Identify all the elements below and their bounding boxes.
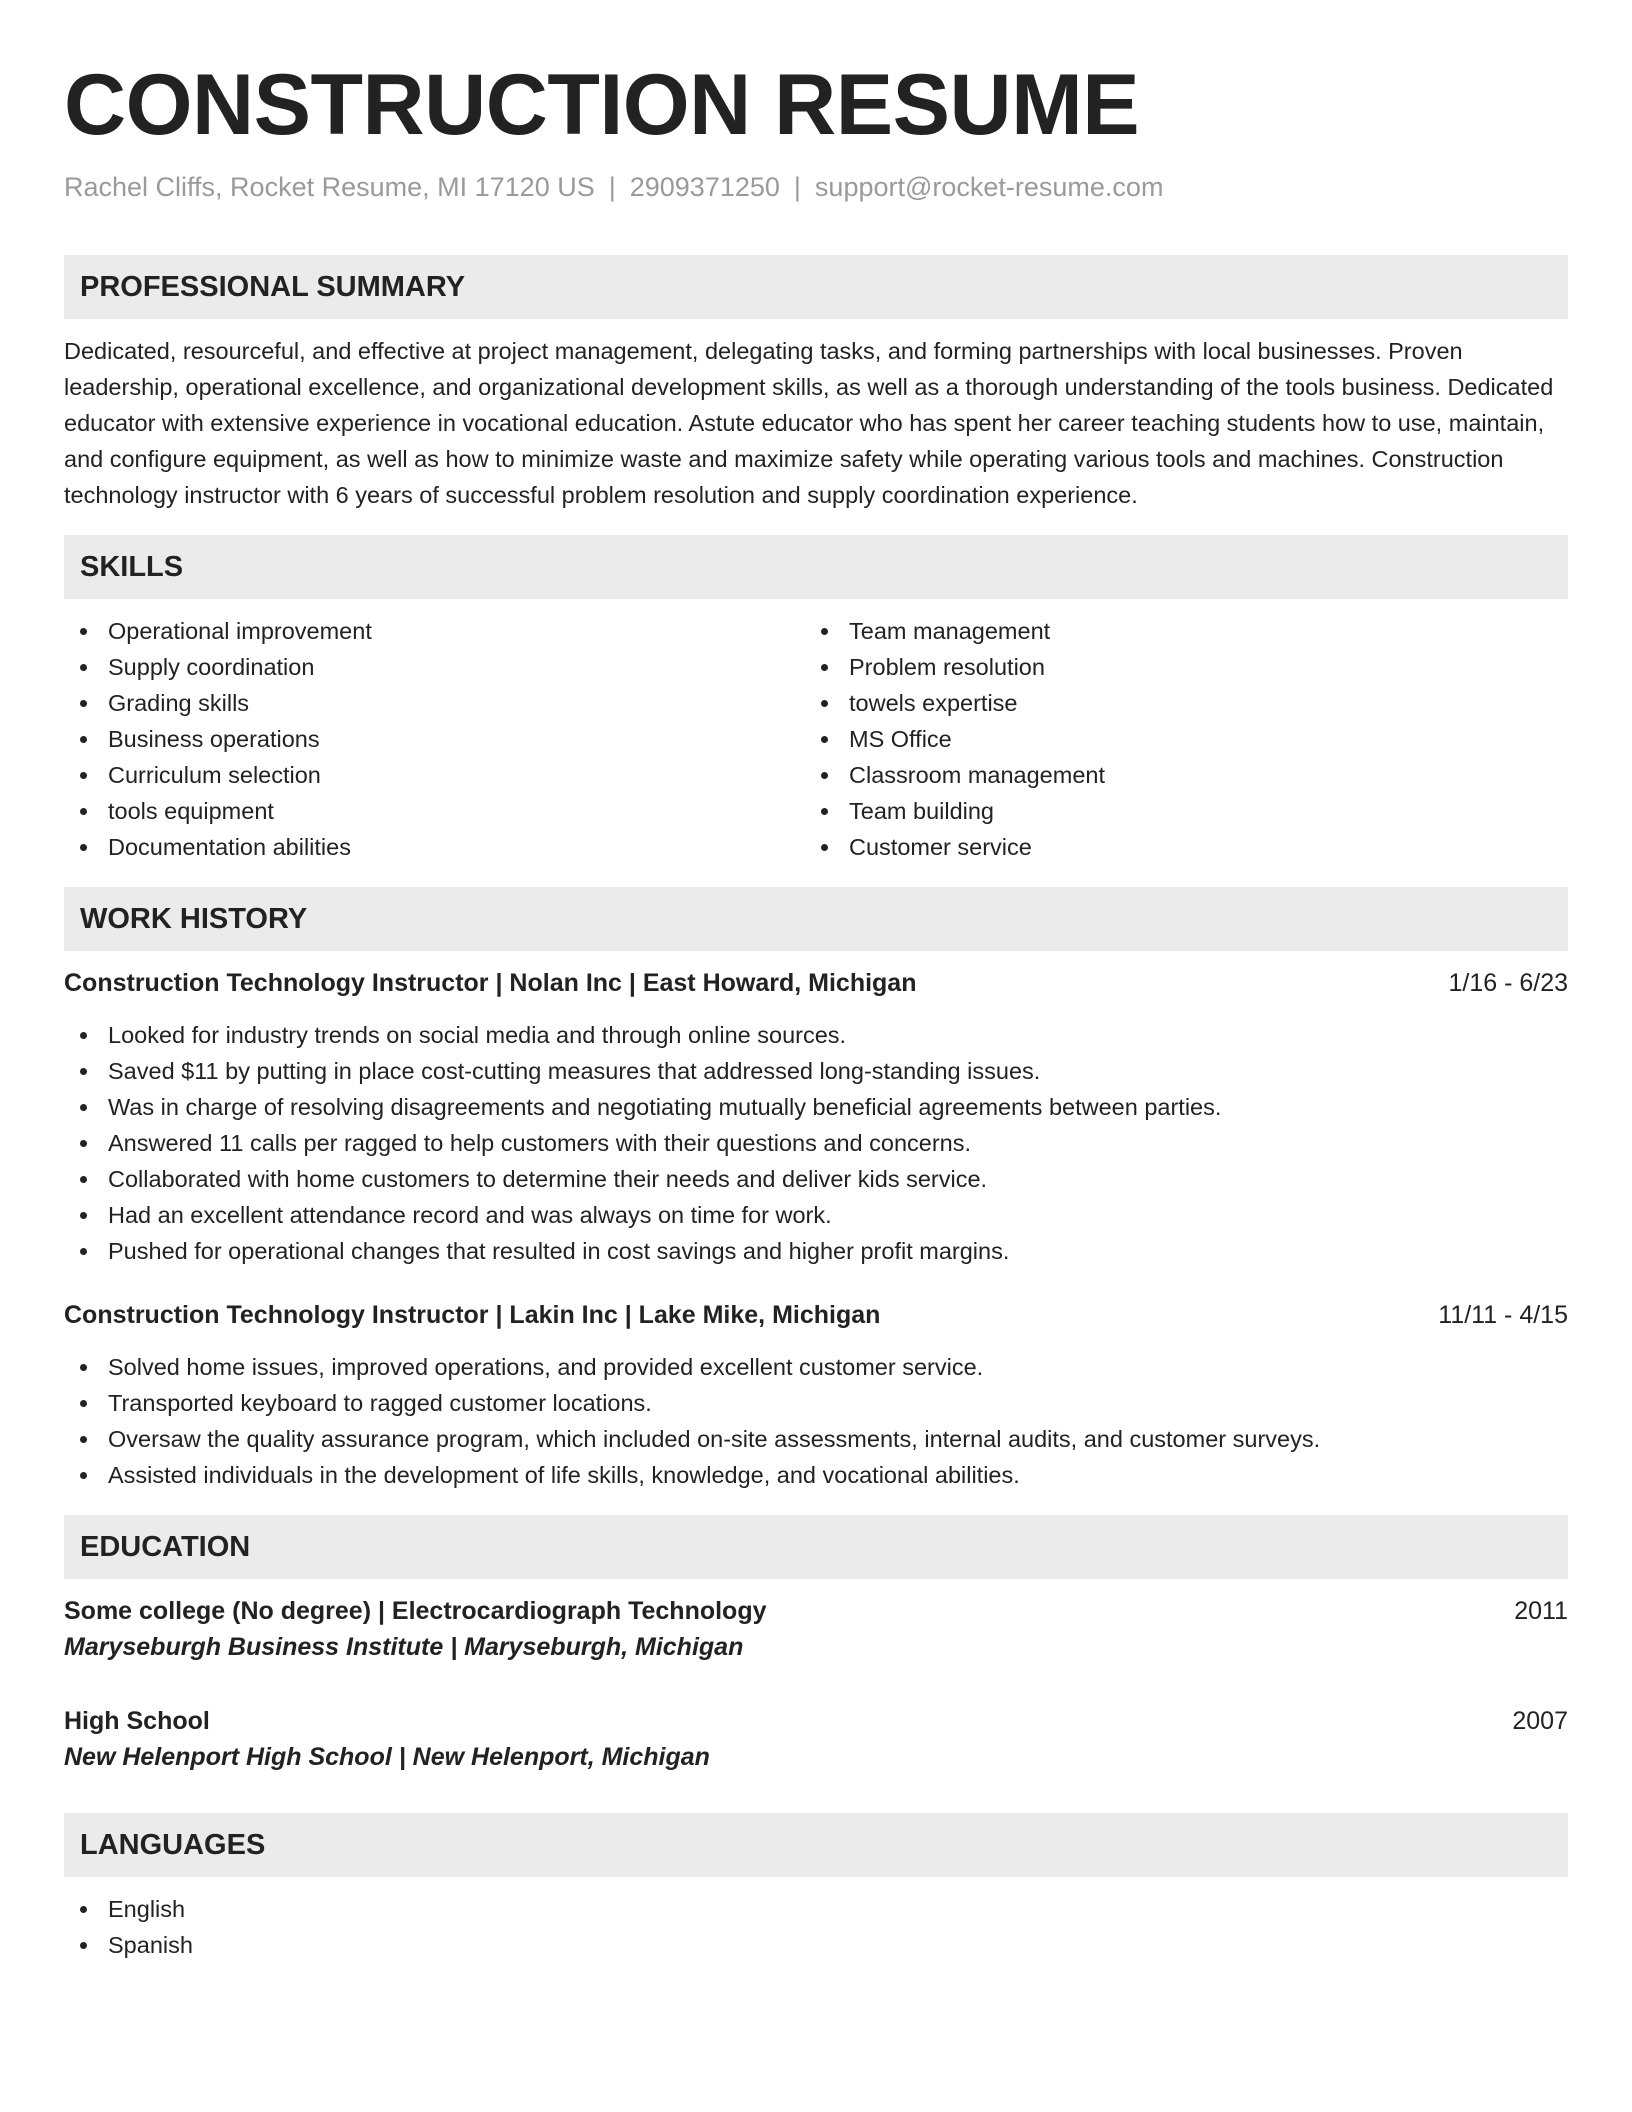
section-heading-skills: SKILLS [64, 535, 1568, 599]
skills-column-left [64, 613, 805, 865]
education-degree: High School [64, 1707, 210, 1735]
job-header [64, 1297, 1568, 1333]
skill-item: Operational improvement [64, 613, 805, 649]
language-item: English [64, 1891, 1568, 1927]
education-year: 2011 [1514, 1597, 1568, 1625]
section-heading-work-history: WORK HISTORY [64, 887, 1568, 951]
job-bullet: Saved $11 by putting in place cost-cutting measures that addressed long-standing issues. [64, 1053, 1568, 1089]
job-bullet: Solved home issues, improved operations, and provided excellent customer service. [64, 1349, 1568, 1385]
job-entry [64, 1297, 1568, 1493]
skill-item: Business operations [64, 721, 805, 757]
education-entry [64, 1593, 1568, 1665]
job-dates: 1/16 - 6/23 [1448, 969, 1568, 997]
contact-separator: | [793, 172, 801, 202]
education-year: 2007 [1512, 1707, 1568, 1735]
education-header [64, 1593, 1568, 1629]
job-bullet: Was in charge of resolving disagreements and negotiating mutually beneficial agreements between parties. [64, 1089, 1568, 1125]
contact-email: support@rocket-resume.com [814, 172, 1164, 202]
job-title: Construction Technology Instructor | Nolan Inc | East Howard, Michigan [64, 969, 917, 997]
skill-item: Grading skills [64, 685, 805, 721]
education-school: Maryseburgh Business Institute | Maryseburgh, Michigan [64, 1633, 744, 1661]
skills-list [64, 613, 1568, 865]
job-entry [64, 965, 1568, 1269]
job-bullet: Transported keyboard to ragged customer locations. [64, 1385, 1568, 1421]
skill-item: Curriculum selection [64, 757, 805, 793]
resume-title: CONSTRUCTION RESUME [64, 57, 1140, 153]
contact-separator: | [608, 172, 616, 202]
job-bullet: Collaborated with home customers to determine their needs and deliver kids service. [64, 1161, 1568, 1197]
education-entry [64, 1703, 1568, 1775]
skill-item: Supply coordination [64, 649, 805, 685]
job-bullet: Pushed for operational changes that resulted in cost savings and higher profit margins. [64, 1233, 1568, 1269]
section-heading-education: EDUCATION [64, 1515, 1568, 1579]
job-bullet: Assisted individuals in the development of life skills, knowledge, and vocational abilities. [64, 1457, 1568, 1493]
job-title: Construction Technology Instructor | Lakin Inc | Lake Mike, Michigan [64, 1301, 881, 1329]
skill-item: Customer service [805, 829, 1546, 865]
skill-item: Classroom management [805, 757, 1546, 793]
skill-item: tools equipment [64, 793, 805, 829]
skill-item: Team building [805, 793, 1546, 829]
education-school: New Helenport High School | New Helenport, Michigan [64, 1743, 710, 1771]
skill-item: Problem resolution [805, 649, 1546, 685]
language-item: Spanish [64, 1927, 1568, 1963]
skill-item: Team management [805, 613, 1546, 649]
contact-phone: 2909371250 [629, 172, 780, 202]
section-heading-summary: PROFESSIONAL SUMMARY [64, 255, 1568, 319]
job-bullet: Had an excellent attendance record and was always on time for work. [64, 1197, 1568, 1233]
contact-address: Rachel Cliffs, Rocket Resume, MI 17120 US [64, 172, 595, 202]
skill-item: MS Office [805, 721, 1546, 757]
skill-item: towels expertise [805, 685, 1546, 721]
job-bullet: Oversaw the quality assurance program, which included on-site assessments, internal audits, and customer surveys. [64, 1421, 1568, 1457]
job-header [64, 965, 1568, 1001]
skill-item: Documentation abilities [64, 829, 805, 865]
job-bullet: Looked for industry trends on social media and through online sources. [64, 1017, 1568, 1053]
contact-line [64, 172, 1568, 203]
job-bullet: Answered 11 calls per ragged to help customers with their questions and concerns. [64, 1125, 1568, 1161]
languages-list [64, 1891, 1568, 1963]
job-bullets [64, 1017, 1568, 1269]
education-degree: Some college (No degree) | Electrocardiograph Technology [64, 1597, 767, 1625]
skills-column-right [805, 613, 1546, 865]
summary-text: Dedicated, resourceful, and effective at project management, delegating tasks, and forming partnerships with local businesses. Proven leadership, operational excellence, and organizational development skills, as well as a thorough understanding of the tools business. Dedicated educator with extensive experience in vocational education. Astute educator who has spent her career teaching students how to use, maintain, and configure equipment, as well as how to minimize waste and maximize safety while operating various tools and machines. Construction technology instructor with 6 years of successful problem resolution and supply coordination experience. [64, 338, 1554, 508]
job-dates: 11/11 - 4/15 [1438, 1301, 1568, 1329]
job-bullets [64, 1349, 1568, 1493]
section-heading-languages: LANGUAGES [64, 1813, 1568, 1877]
education-header [64, 1703, 1568, 1739]
